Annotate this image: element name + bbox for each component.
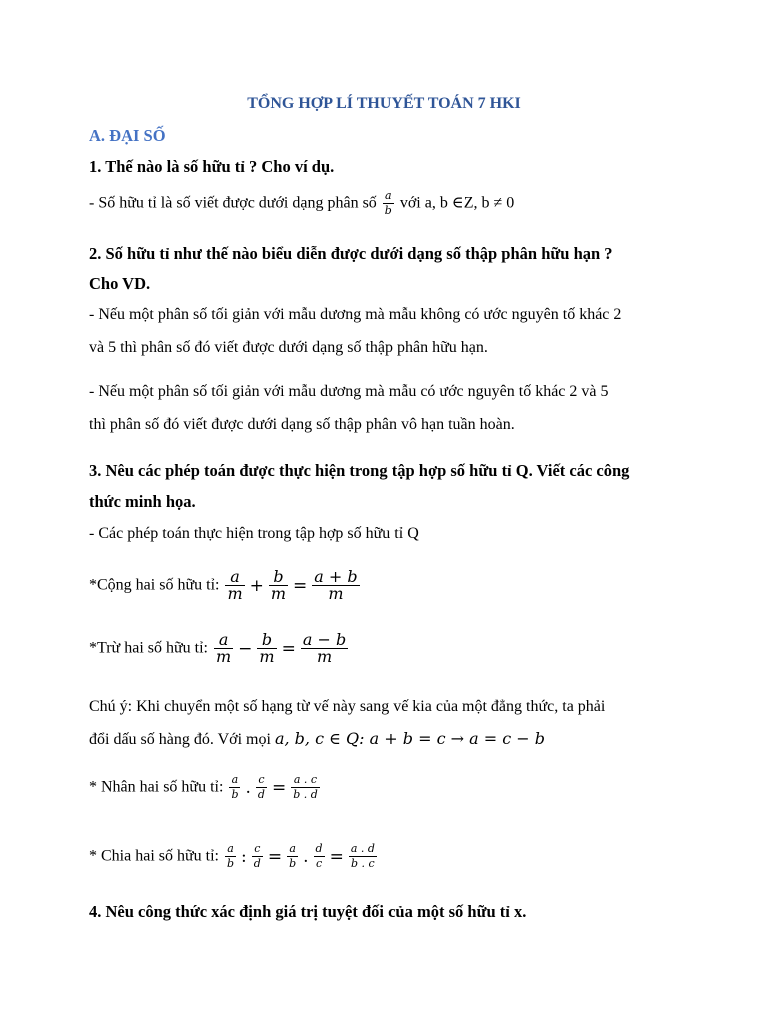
frac-denominator: d [253,857,261,870]
equals-operator: = [293,575,308,596]
frac-numerator: c [252,843,263,857]
colon-operator: : [241,846,247,867]
frac-denominator: b . d [293,788,318,801]
frac-denominator: m [216,647,232,666]
subtraction-label: *Trừ hai số hữu tỉ: [89,639,208,657]
q2-heading-line1: 2. Số hữu tỉ như thế nào biểu diễn được dưới dạng số thập phân hữu hạn ? [89,244,613,263]
frac-denominator: b [289,857,297,870]
frac-denominator: b [227,857,235,870]
frac-denominator: d [257,788,265,801]
division-label: * Chia hai số hữu tỉ: [89,847,219,865]
frac-numerator: a − b [302,630,347,649]
q2-heading-line2: Cho VD. [89,274,151,293]
frac-numerator: a [225,843,236,857]
q3-intro: - Các phép toán thực hiện trong tập hợp số hữu tỉ Q [89,525,419,542]
q3-heading-line2: thức minh họa. [89,492,196,511]
division-frac-1 [225,843,236,870]
equals-operator: = [329,846,344,867]
frac-denominator: b . c [351,857,375,870]
frac-denominator: m [328,584,344,603]
frac-denominator: m [259,647,275,666]
q1-text-before: - Số hữu tỉ là số viết được dưới dạng phân số [89,194,377,212]
q4-heading: 4. Nêu công thức xác định giá trị tuyệt đối của một số hữu tỉ x. [89,902,527,921]
frac-numerator: a [287,843,298,857]
frac-denominator: b [231,788,239,801]
frac-numerator: a [229,774,240,788]
frac-numerator: b [269,570,288,586]
frac-numerator: c [256,774,267,788]
multiplication-frac-1 [229,774,240,801]
multiplication-formula [89,774,322,801]
subtraction-frac-2 [257,630,276,666]
addition-frac-1 [225,567,244,603]
dot-operator: . [303,846,309,867]
section-heading: A. ĐẠI SỐ [89,126,166,145]
division-result [349,843,377,870]
multiplication-label: * Nhân hai số hữu tỉ: [89,778,224,796]
q1-text-after: với a, b ∈Z, b ≠ 0 [399,194,515,212]
q3-heading-line1: 3. Nêu các phép toán được thực hiện trong tập hợp số hữu tỉ Q. Viết các công [89,461,630,480]
equals-operator: = [271,777,287,798]
division-frac-4 [314,843,325,870]
q1-fraction [383,190,394,217]
addition-formula [89,567,362,603]
division-frac-2 [252,843,263,870]
equals-operator: = [281,638,296,659]
frac-numerator: a + b [314,567,358,586]
frac-numerator: a [214,633,233,649]
q1-heading: 1. Thế nào là số hữu tỉ ? Cho ví dụ. [89,157,335,176]
division-formula [89,843,379,870]
q1-definition [89,190,514,217]
frac-numerator: b [257,633,276,649]
subtraction-frac-1 [214,630,233,666]
frac-denominator: m [316,647,333,666]
addition-result [312,567,359,603]
plus-operator: + [249,575,264,596]
multiplication-frac-2 [256,774,267,801]
document-title: TỔNG HỢP LÍ THUYẾT TOÁN 7 HKI [247,95,521,112]
frac-numerator: a . d [350,842,375,855]
q2-p1-line1: - Nếu một phân số tối giản với mẫu dương mà mẫu không có ước nguyên tố khác 2 [89,306,622,323]
note-line1: Chú ý: Khi chuyển một số hạng từ vế này sang vế kia của một đẳng thức, ta phải [89,698,606,715]
equals-operator: = [267,846,283,867]
note-line2-text: đổi dấu số hàng đó. Với mọi [89,731,275,748]
dot-operator: . [245,777,251,798]
frac-numerator: a [225,570,244,586]
note-line2-math: a, b, c ∈ Q: a + b = c → a = c − b [274,729,546,748]
frac-denominator: m [227,584,243,603]
multiplication-result [291,774,320,801]
division-frac-3 [287,843,298,870]
frac-numerator: a . c [291,774,320,788]
frac-denominator: m [270,584,287,603]
subtraction-result [301,630,348,666]
addition-frac-2 [269,567,288,603]
q2-p2-line1: - Nếu một phân số tối giản với mẫu dương mà mẫu có ước nguyên tố khác 2 và 5 [89,383,609,400]
q2-p1-line2: và 5 thì phân số đó viết được dưới dạng số thập phân hữu hạn. [89,339,488,356]
minus-operator: − [238,638,253,659]
frac-numerator: d [315,842,323,855]
q1-frac-num: a [383,190,394,204]
q2-p2-line2: thì phân số đó viết được dưới dạng số thập phân vô hạn tuần hoàn. [89,416,515,433]
q1-frac-den: b [384,204,392,217]
note-line2 [89,729,545,750]
subtraction-formula [89,630,350,666]
frac-denominator: c [315,857,323,870]
addition-label: *Cộng hai số hữu tỉ: [89,576,220,594]
